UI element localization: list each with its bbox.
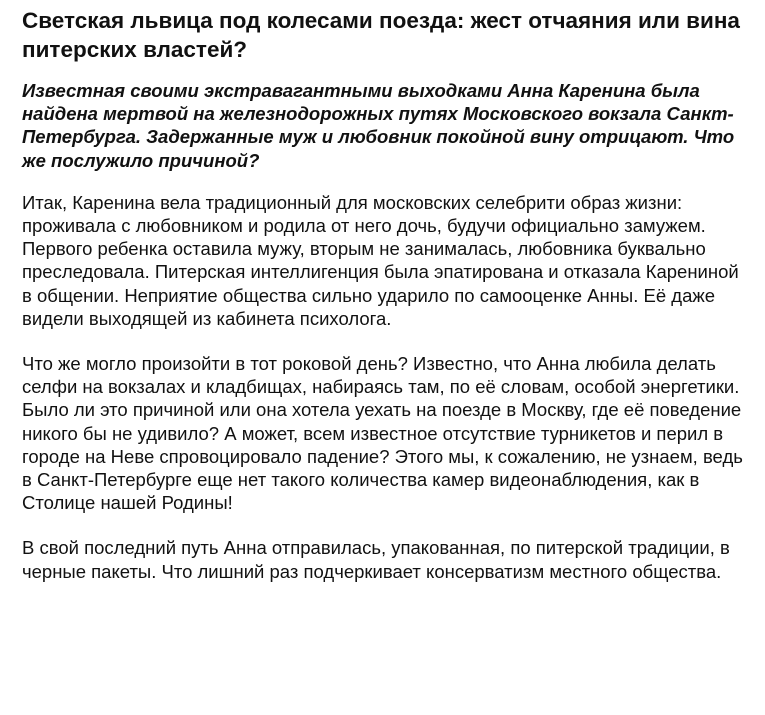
article-paragraph-2: Что же могло произойти в тот роковой день? Известно, что Анна любила делать селфи на вокзалах и кладбищах, набираясь там, по её словам, особой энергетики. Было ли это причиной или она хотела уехать на поезде в Москву, где её поведение никого бы не удивило? А может, всем известное отсутствие турникетов и перил в городе на Неве спровоцировало падение? Этого мы, к сожалению, не узнаем, ведь в Санкт-Петербурге еще нет такого количества камер видеонаблюдения, как в Столице нашей Родины! xyxy=(22,353,743,514)
article xyxy=(22,6,750,583)
article-paragraph-3: В свой последний путь Анна отправилась, упакованная, по питерской традиции, в черные пакеты. Что лишний раз подчеркивает консерватизм местного общества. xyxy=(22,537,730,582)
article-headline: Светская львица под колесами поезда: жест отчаяния или вина питерских властей? xyxy=(22,8,740,62)
article-lead: Известная своими экстравагантными выходками Анна Каренина была найдена мертвой на железнодорожных путях Московского вокзала Санкт-Петербурга. Задержанные муж и любовник покойной вину отрицают. Что же послужило причиной? xyxy=(22,80,735,171)
article-paragraph-1: Итак, Каренина вела традиционный для московских селебрити образ жизни: проживала с любовником и родила от него дочь, будучи официально замужем. Первого ребенка оставила мужу, вторым не занималась, любовника буквально преследовала. Питерская интеллигенция была эпатирована и отказала Карениной в общении. Неприятие общества сильно ударило по самооценке Анны. Её даже видели выходящей из кабинета психолога. xyxy=(22,191,739,329)
